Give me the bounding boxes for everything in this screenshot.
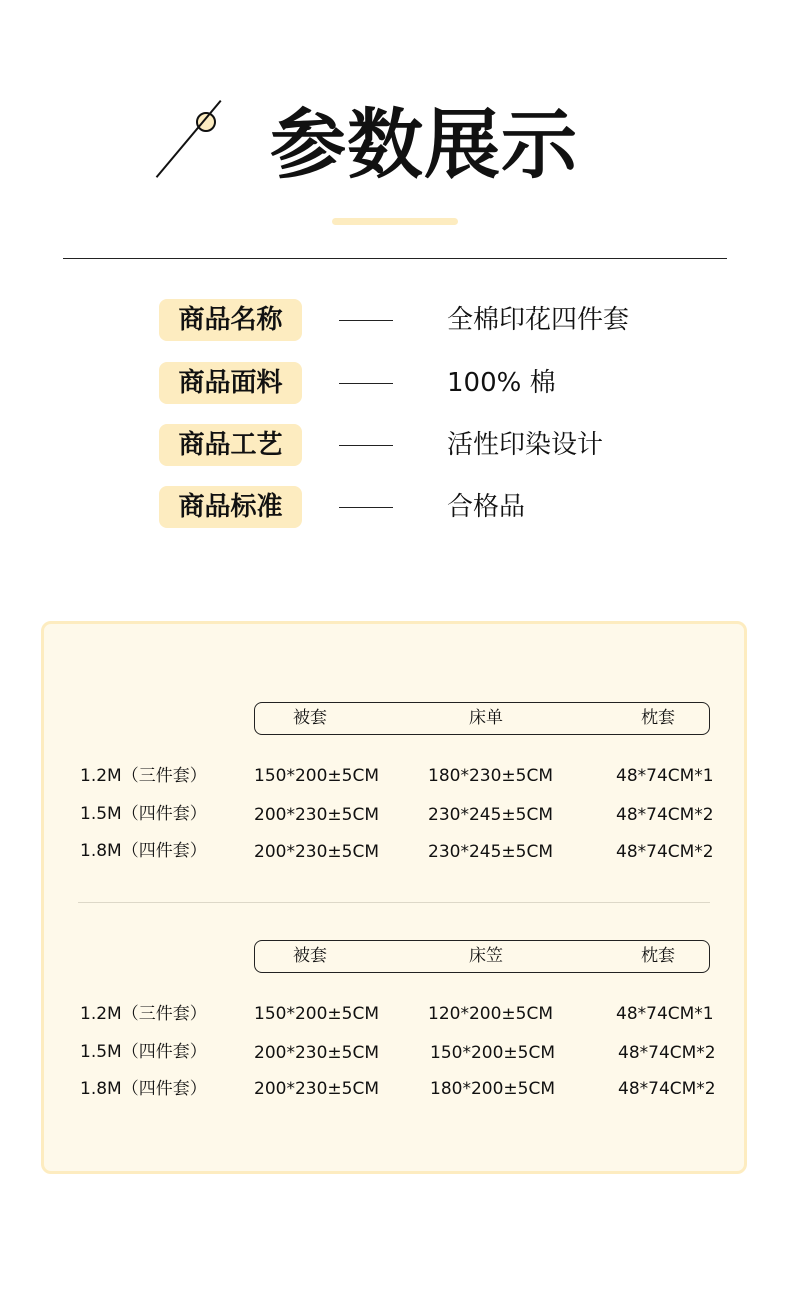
table-cell-size: 1.5M（四件套） xyxy=(80,804,207,824)
header-divider xyxy=(63,258,727,259)
table-cell: 150*200±5CM xyxy=(430,1043,555,1063)
spec-value: 100% 棉 xyxy=(447,368,556,398)
table-cell: 48*74CM*2 xyxy=(618,1043,716,1063)
table-cell: 200*230±5CM xyxy=(254,1079,379,1099)
page-title: 参数展示 xyxy=(270,100,578,189)
table-cell: 150*200±5CM xyxy=(254,766,379,786)
spec-row-fabric xyxy=(0,362,790,406)
spec-dash xyxy=(339,320,393,321)
table-cell: 180*230±5CM xyxy=(428,766,553,786)
table-cell: 200*230±5CM xyxy=(254,842,379,862)
spec-label: 商品名称 xyxy=(159,299,302,341)
table-cell: 48*74CM*2 xyxy=(618,1079,716,1099)
table-cell: 48*74CM*2 xyxy=(616,842,714,862)
spec-label: 商品工艺 xyxy=(159,424,302,466)
spec-dash xyxy=(339,507,393,508)
spec-label: 商品标准 xyxy=(159,486,302,528)
table-header-cell: 被套 xyxy=(293,708,327,728)
spec-value: 全棉印花四件套 xyxy=(447,305,630,335)
table-cell: 48*74CM*1 xyxy=(616,766,714,786)
table-cell: 230*245±5CM xyxy=(428,842,553,862)
table-header xyxy=(254,702,710,735)
table-cell: 150*200±5CM xyxy=(254,1004,379,1024)
spec-row-craft xyxy=(0,424,790,468)
spec-dash xyxy=(339,383,393,384)
table-cell: 48*74CM*2 xyxy=(616,805,714,825)
table-divider xyxy=(78,902,710,903)
table-cell: 180*200±5CM xyxy=(430,1079,555,1099)
table-cell-size: 1.2M（三件套） xyxy=(80,1004,207,1024)
spec-value: 活性印染设计 xyxy=(447,430,604,460)
spec-label: 商品面料 xyxy=(159,362,302,404)
table-cell-size: 1.2M（三件套） xyxy=(80,766,207,786)
table-header xyxy=(254,940,710,973)
table-header-cell: 被套 xyxy=(293,946,327,966)
table-cell: 48*74CM*1 xyxy=(616,1004,714,1024)
table-cell-size: 1.8M（四件套） xyxy=(80,841,207,861)
table-cell-size: 1.8M（四件套） xyxy=(80,1079,207,1099)
table-header-cell: 枕套 xyxy=(641,708,675,728)
table-cell: 120*200±5CM xyxy=(428,1004,553,1024)
table-cell: 230*245±5CM xyxy=(428,805,553,825)
slash-decoration xyxy=(156,100,222,178)
table-header-cell: 床笠 xyxy=(469,946,503,966)
table-header-cell: 枕套 xyxy=(641,946,675,966)
table-cell: 200*230±5CM xyxy=(254,805,379,825)
spec-value: 合格品 xyxy=(447,492,526,522)
table-cell: 200*230±5CM xyxy=(254,1043,379,1063)
title-underline xyxy=(332,218,458,225)
table-cell-size: 1.5M（四件套） xyxy=(80,1042,207,1062)
table-header-cell: 床单 xyxy=(469,708,503,728)
spec-row-name xyxy=(0,299,790,343)
spec-dash xyxy=(339,445,393,446)
spec-row-standard xyxy=(0,486,790,530)
